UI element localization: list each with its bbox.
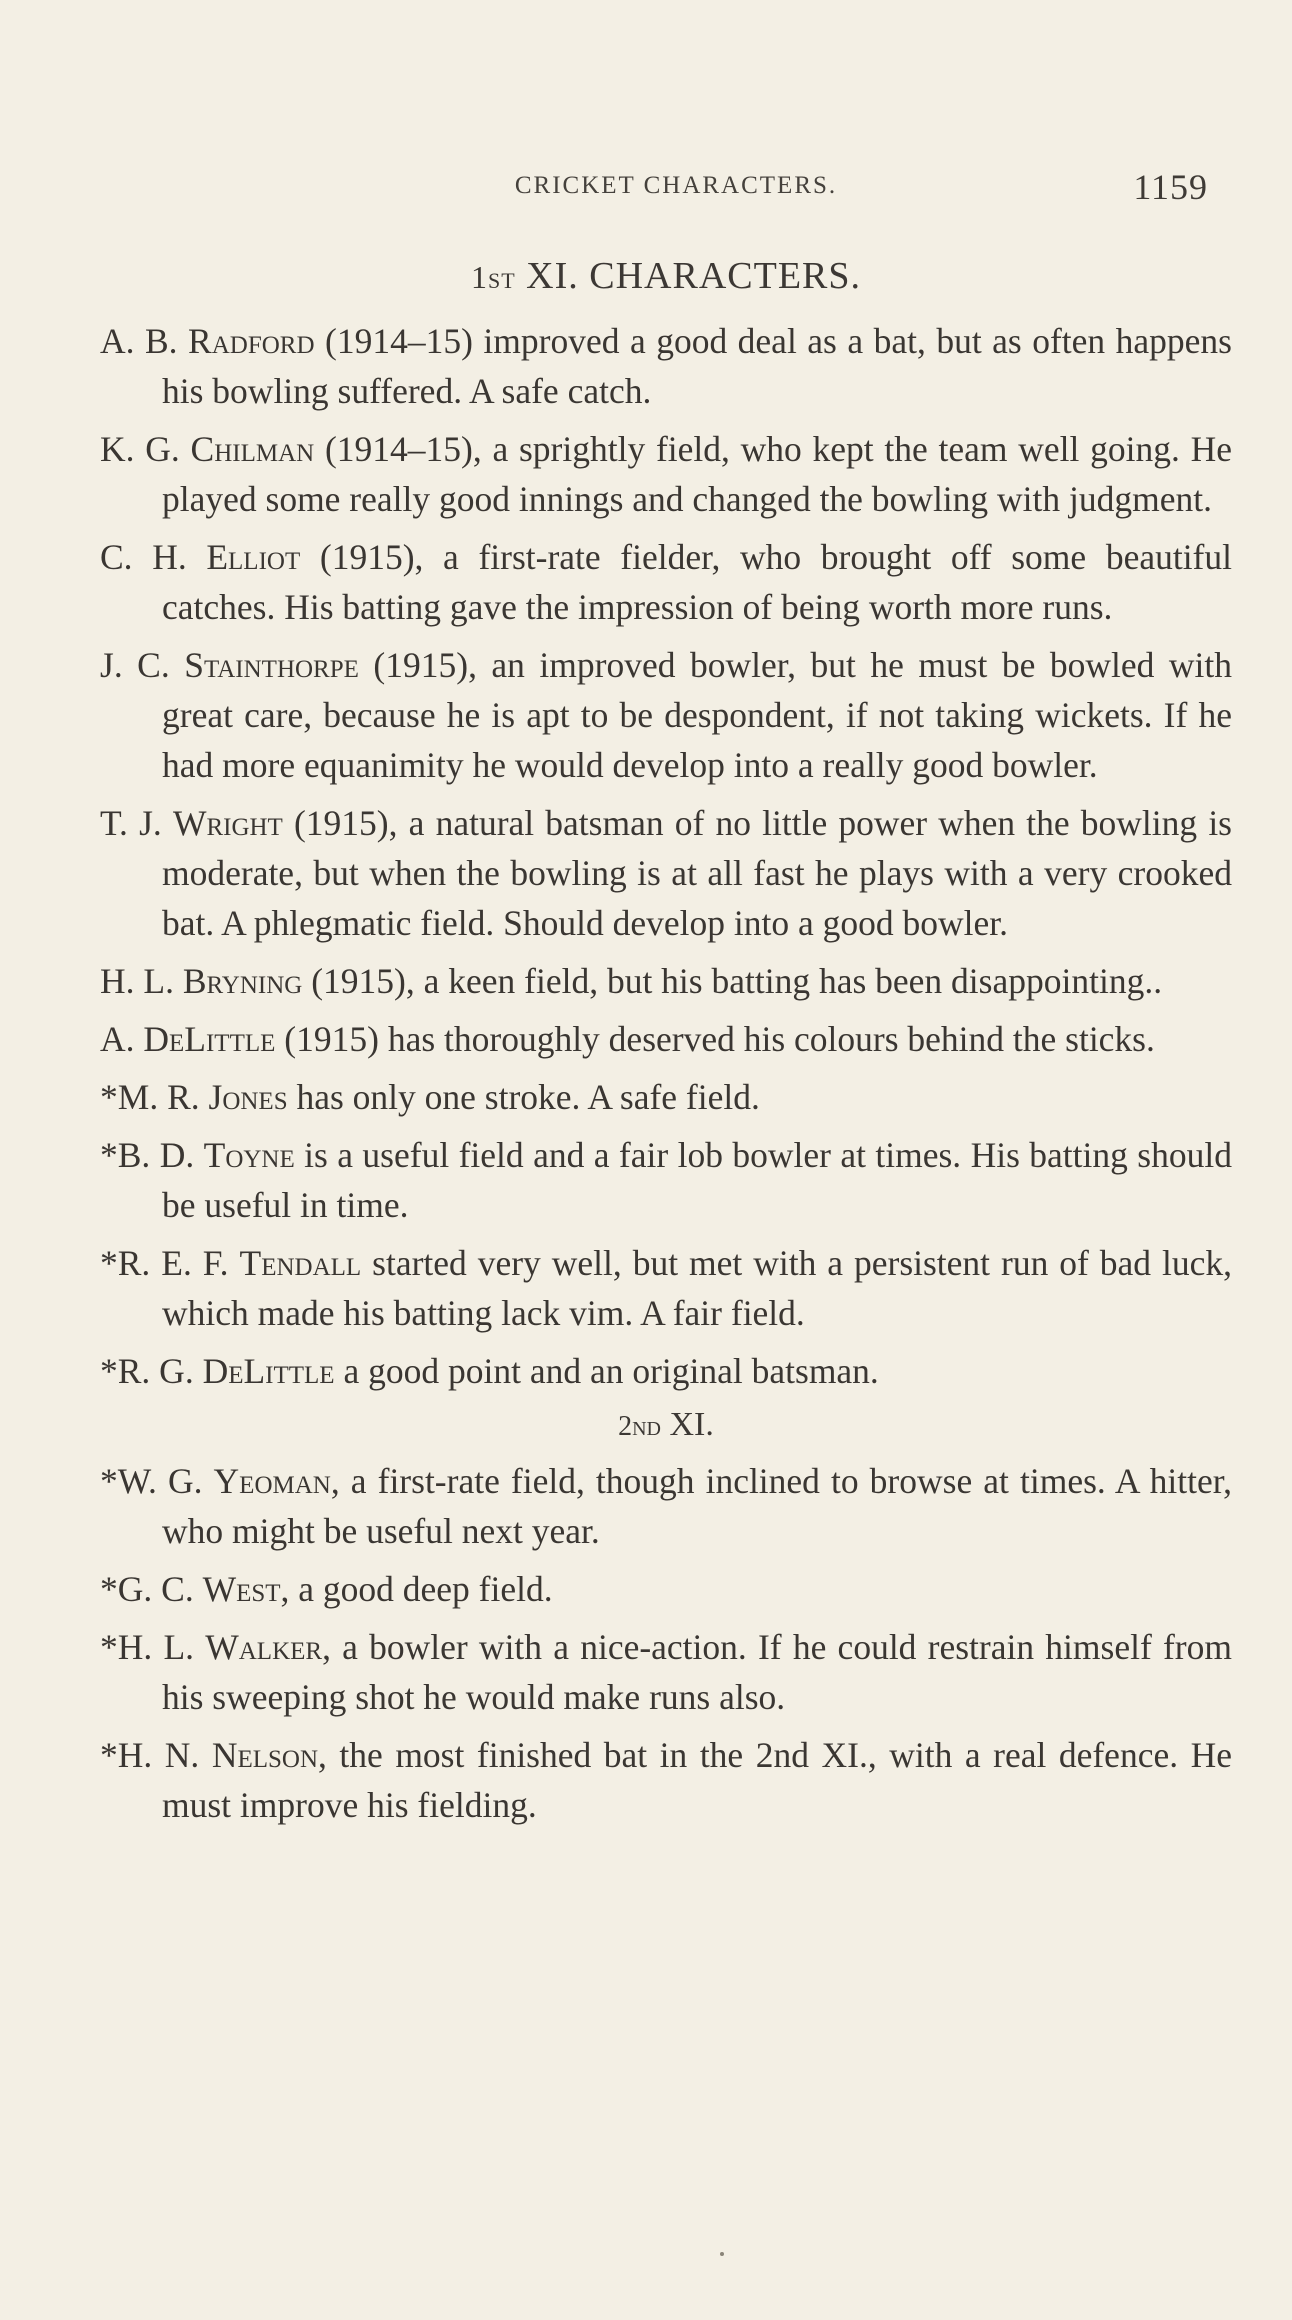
character-entry [100,1564,1232,1614]
entry-text: , a natural batsman of no little power when the bowling is moderate, but when the bowling is at all fast he plays with a very crooked bat. A phlegmatic field. Should develop into a good bowler. [162,803,1232,943]
player-name: Bryning [182,961,303,1001]
player-name: Wright [172,803,283,843]
running-head [100,167,1232,222]
player-initials: *R. E. F. [100,1243,240,1283]
player-years: (1915) [300,537,415,577]
character-entry [100,1238,1232,1338]
character-entry [100,1456,1232,1556]
player-initials: *W. G. [100,1461,214,1501]
entry-text: started very well, but met with a persistent run of bad luck, which made his batting lack vim. A fair field. [162,1243,1233,1333]
entry-text: , a sprightly field, who kept the team well going. He played some really good innings and changed the bowling with judgment. [162,429,1233,519]
player-years: (1914–15) [314,321,473,361]
entry-text: , a keen field, but his batting has been disappointing.. [405,961,1163,1001]
second-xi-heading-prefix: 2nd [618,1411,661,1442]
first-xi-heading-prefix: 1st [470,259,516,295]
entry-text: a good point and an original batsman. [334,1351,879,1391]
character-entry [100,1130,1232,1230]
second-xi-heading [100,1406,1232,1444]
player-name: Chilman [190,429,315,469]
player-initials: *R. G. [100,1351,203,1391]
player-initials: *M. R. [100,1077,209,1117]
player-initials: K. G. [100,429,191,469]
player-initials: A. B. [100,321,189,361]
player-name: Radford [188,321,315,361]
second-xi-list [100,1456,1232,1830]
character-entry [100,1072,1232,1122]
player-initials: C. H. [100,537,207,577]
entry-text: has only one stroke. A safe field. [287,1077,760,1117]
player-years: (1914–15) [314,429,473,469]
speck-mark [720,2252,724,2256]
first-xi-heading [100,254,1232,298]
player-initials: *H. N. [100,1735,212,1775]
character-entry [100,640,1232,790]
player-name: Jones [208,1077,288,1117]
player-name: Yeoman [213,1461,331,1501]
player-years: (1915) [302,961,406,1001]
player-name: Toyne [203,1135,295,1175]
entry-text: , a bowler with a nice-action. If he could restrain himself from his sweeping shot he would make runs also. [162,1627,1232,1717]
player-initials: *G. C. [100,1569,203,1609]
player-initials: *B. D. [100,1135,204,1175]
player-name: Tendall [239,1243,362,1283]
running-head-title: CRICKET CHARACTERS. [514,172,838,199]
second-xi-heading-main: XI. [661,1406,714,1443]
player-name: West [202,1569,281,1609]
player-years: (1915) [358,645,469,685]
player-initials: H. L. [100,961,183,1001]
character-entry [100,1014,1232,1064]
player-initials: *H. L. [100,1627,206,1667]
character-entry [100,532,1232,632]
entry-text: , a first-rate field, though inclined to browse at times. A hitter, who might be useful next year. [162,1461,1232,1551]
character-entry [100,424,1232,524]
entry-text: , the most finished bat in the 2nd XI., with a real defence. He must improve his fielding. [162,1735,1232,1825]
entry-text: is a useful field and a fair lob bowler at times. His batting should be useful in time. [162,1135,1232,1225]
first-xi-list [100,316,1232,1396]
player-years: (1915) [282,803,389,843]
page-number: 1159 [1133,167,1208,207]
player-name: Elliot [206,537,301,577]
entry-text: , an improved bowler, but he must be bowled with great care, because he is apt to be despondent, if not taking wickets. If he had more equanimity he would develop into a really good bowler. [162,645,1232,785]
entry-text: , a first-rate fielder, who brought off some beautiful catches. His batting gave the impression of being worth more runs. [162,537,1232,627]
entry-text: , a good deep field. [280,1569,553,1609]
player-name: Stainthorpe [184,645,359,685]
player-name: DeLittle [143,1019,276,1059]
character-entry [100,798,1232,948]
player-name: DeLittle [202,1351,335,1391]
entry-text: has thoroughly deserved his colours behind the sticks. [378,1019,1155,1059]
character-entry [100,1622,1232,1722]
character-entry [100,956,1232,1006]
character-entry [100,316,1232,416]
player-initials: T. J. [100,803,173,843]
player-initials: J. C. [100,645,185,685]
player-years: (1915) [275,1019,379,1059]
entry-text: improved a good deal as a bat, but as often happens his bowling suffered. A safe catch. [162,321,1232,411]
player-name: Nelson [211,1735,319,1775]
first-xi-heading-main: XI. CHARACTERS. [515,255,862,297]
character-entry [100,1730,1232,1830]
player-name: Walker [205,1627,323,1667]
character-entry [100,1346,1232,1396]
player-initials: A. [100,1019,144,1059]
